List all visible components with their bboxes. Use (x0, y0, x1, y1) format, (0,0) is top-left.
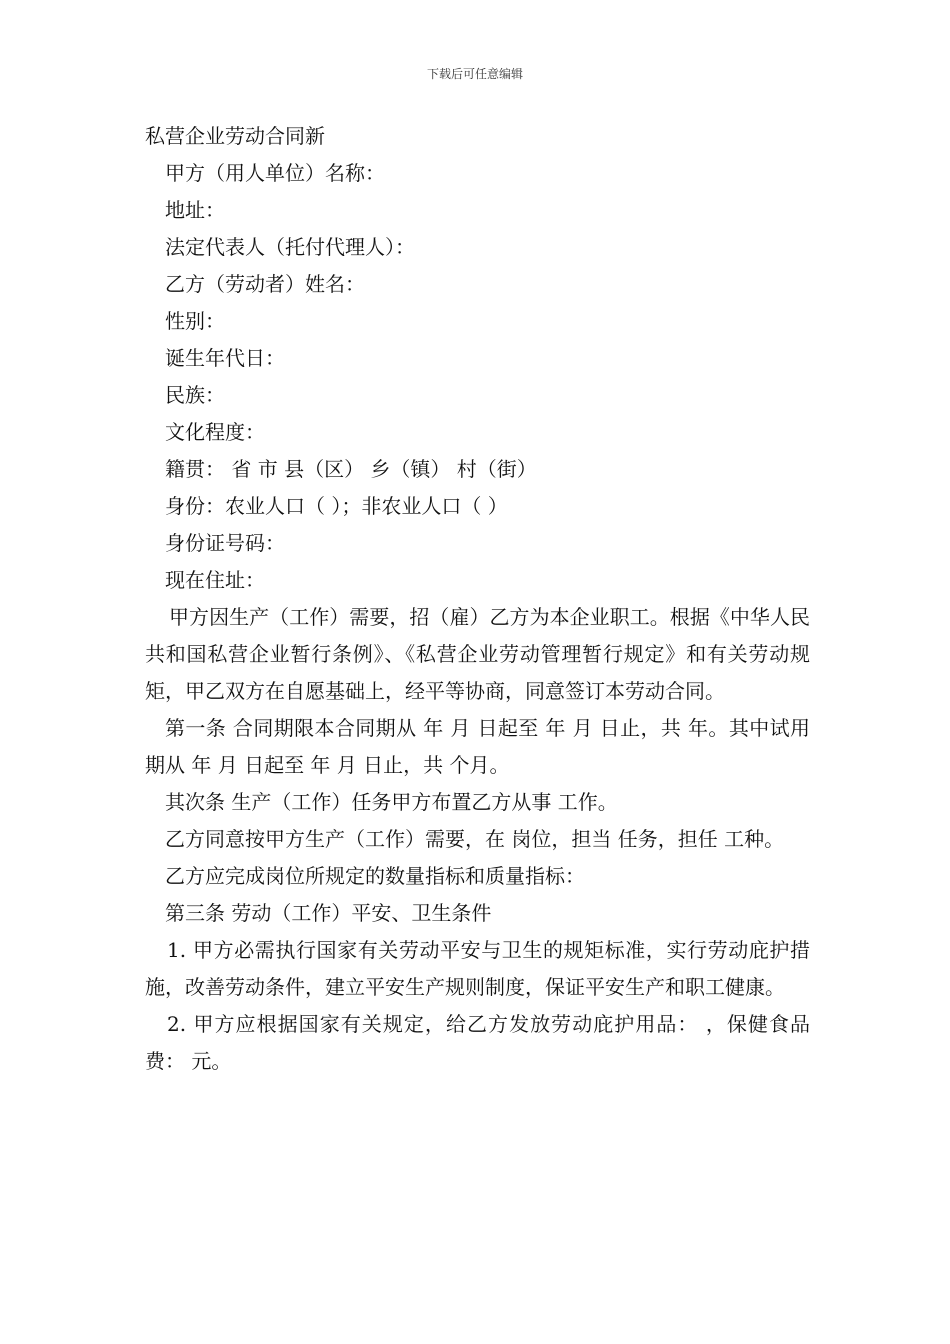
page-header: 下载后可任意编辑 (426, 67, 523, 81)
field-id-number: 身份证号码： (165, 531, 285, 555)
document-title: 私营企业劳动合同新 (145, 124, 325, 148)
field-birth-date: 诞生年代日： (165, 346, 285, 370)
field-current-address: 现在住址： (165, 568, 265, 592)
field-identity-type: 身份：农业人口（ ）；非农业人口（ ） (165, 494, 508, 518)
field-native-place: 籍贯： 省 市 县（区） 乡（镇） 村（街） (165, 457, 537, 481)
intro-paragraph: 甲方因生产（工作）需要，招（雇）乙方为本企业职工。根据《中华人民共和国私营企业暂行条例》、《私营企业劳动管理暂行规定》和有关劳动规矩，甲乙双方在自愿基础上，经平等协商，同意签订本劳动合同。 (145, 605, 810, 703)
article-2-paragraph-2: 乙方同意按甲方生产（工作）需要，在 岗位，担当 任务，担任 工种。 (165, 827, 785, 851)
field-address: 地址： (165, 198, 225, 222)
field-employee-name: 乙方（劳动者）姓名： (165, 272, 365, 296)
field-education: 文化程度： (165, 420, 265, 444)
field-gender: 性别： (165, 309, 225, 333)
field-employer-name: 甲方（用人单位）名称： (165, 161, 385, 185)
article-1-paragraph: 第一条 合同期限本合同期从 年 月 日起至 年 月 日止，共 年。其中试用期从 年 月 日起至 年 月 日止，共 个月。 (145, 716, 810, 777)
article-3-heading: 第三条 劳动（工作）平安、卫生条件 (165, 901, 492, 925)
field-ethnicity: 民族： (165, 383, 225, 407)
article-3-item-1: 1. 甲方必需执行国家有关劳动平安与卫生的规矩标准，实行劳动庇护措施，改善劳动条件，建立平安生产规则制度，保证平安生产和职工健康。 (145, 938, 810, 999)
document-body (145, 118, 810, 1080)
article-3-item-2: 2. 甲方应根据国家有关规定，给乙方发放劳动庇护用品： ，保健食品费： 元。 (145, 1012, 810, 1073)
article-2-paragraph-3: 乙方应完成岗位所规定的数量指标和质量指标： (165, 864, 585, 888)
article-2-heading: 其次条 生产（工作）任务甲方布置乙方从事 工作。 (165, 790, 618, 814)
field-legal-representative: 法定代表人（托付代理人）： (165, 235, 415, 259)
